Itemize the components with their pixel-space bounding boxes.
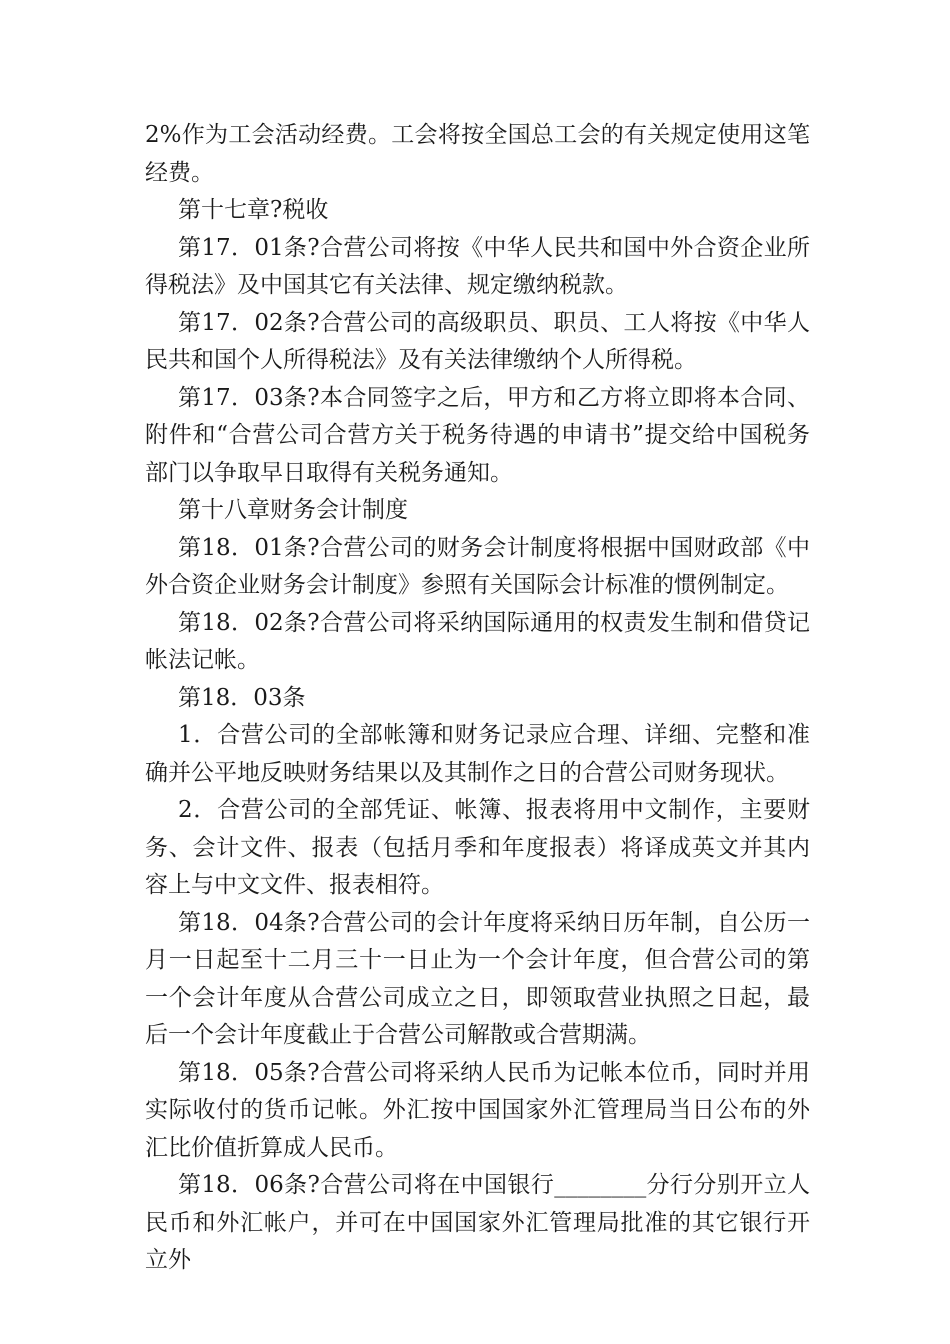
article-17-03: 第17．03条?本合同签字之后，甲方和乙方将立即将本合同、附件和“合营公司合营方关于税务待遇的申请书”提交给中国税务部门以争取早日取得有关税务通知。 <box>145 384 810 486</box>
article-18-02: 第18．02条?合营公司将采纳国际通用的权责发生制和借贷记帐法记帐。 <box>145 609 810 673</box>
article-18-06: 第18．06条?合营公司将在中国银行________分行分别开立人民币和外汇帐户，并可在中国国家外汇管理局批准的其它银行开立外 <box>145 1172 810 1273</box>
paragraph-union-fee: 2%作为工会活动经费。工会将按全国总工会的有关规定使用这笔经费。 <box>145 122 810 186</box>
article-18-03-item-1: 1．合营公司的全部帐簿和财务记录应合理、详细、完整和准确并公平地反映财务结果以及其制作之日的合营公司财务现状。 <box>145 722 810 786</box>
chapter-heading-18: 第十八章财务会计制度 <box>178 497 408 523</box>
article-18-01: 第18．01条?合营公司的财务会计制度将根据中国财政部《中外合资企业财务会计制度》参照有关国际会计标准的惯例制定。 <box>145 534 810 598</box>
chapter-heading-17: 第十七章?税收 <box>178 197 329 223</box>
article-18-04: 第18．04条?合营公司的会计年度将采纳日历年制，自公历一月一日起至十二月三十一日止为一个会计年度，但合营公司的第一个会计年度从合营公司成立之日，即领取营业执照之日起，最后一个会计年度截止于合营公司解散或合营期满。 <box>145 909 810 1048</box>
article-18-05: 第18．05条?合营公司将采纳人民币为记帐本位币，同时并用实际收付的货币记帐。外汇按中国国家外汇管理局当日公布的外汇比价值折算成人民币。 <box>145 1059 810 1161</box>
article-17-01: 第17．01条?合营公司将按《中华人民共和国中外合资企业所得税法》及中国其它有关法律、规定缴纳税款。 <box>145 234 810 298</box>
article-17-02: 第17．02条?合营公司的高级职员、职员、工人将按《中华人民共和国个人所得税法》及有关法律缴纳个人所得税。 <box>145 309 810 373</box>
article-18-03: 第18．03条 <box>178 684 306 711</box>
document-body <box>145 117 810 1280</box>
article-18-03-item-2: 2．合营公司的全部凭证、帐簿、报表将用中文制作，主要财务、会计文件、报表（包括月季和年度报表）将译成英文并其内容上与中文文件、报表相符。 <box>145 797 810 898</box>
